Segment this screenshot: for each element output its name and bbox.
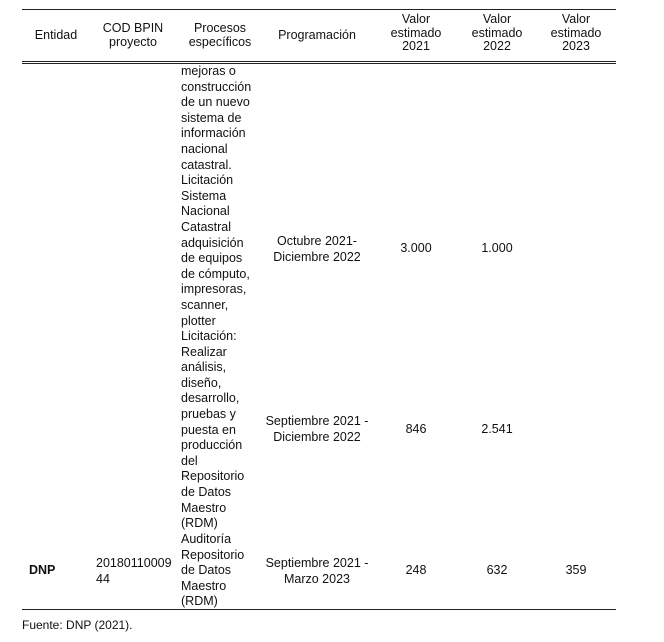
proceso-line: Auditoría <box>181 532 232 546</box>
proceso-line: producción <box>181 438 243 453</box>
proceso-line: análisis, <box>181 360 227 375</box>
proceso-line: de cómputo, <box>181 266 250 281</box>
proceso-line: Repositorio <box>181 469 245 484</box>
header-valor-2023: Valor estimado 2023 <box>550 12 602 53</box>
table-row-2-valor-2021: 846 <box>405 422 427 436</box>
proceso-line: diseño, <box>181 375 222 390</box>
proceso-line: Licitación <box>181 173 234 188</box>
proceso-line: nacional <box>181 141 228 156</box>
proceso-line: construcción <box>181 79 252 94</box>
table-row-3-valor-2021: 248 <box>405 563 427 577</box>
header-bpin: COD BPIN proyecto <box>102 21 164 49</box>
proceso-line: Licitación: <box>181 329 237 343</box>
entity-cell: DNP <box>29 563 56 577</box>
proceso-line: scanner, <box>181 297 229 312</box>
header-programacion: Programación <box>278 28 356 42</box>
header-procesos: Procesos específicos <box>188 21 252 49</box>
proceso-line: Catastral <box>181 219 232 234</box>
proceso-line: de Datos <box>181 484 232 499</box>
proceso-line: catastral. <box>181 157 232 172</box>
proceso-line: impresoras, <box>181 282 247 297</box>
table-row-1-procesos <box>181 64 261 329</box>
proceso-line: adquisición <box>181 235 244 250</box>
proceso-line: de equipos <box>181 251 243 266</box>
header-bottom-rule <box>22 61 616 62</box>
proceso-line: Sistema <box>181 188 227 203</box>
table-row-3-valor-2023: 359 <box>565 563 587 577</box>
proceso-line: pruebas y <box>181 406 236 421</box>
table-row-1-programacion: Octubre 2021- Diciembre 2022 <box>273 234 361 264</box>
table-row-3-procesos <box>181 532 261 610</box>
proceso-line: sistema de <box>181 110 242 125</box>
bpin-cell: 2018011000944 <box>96 556 172 586</box>
table-top-rule <box>22 9 616 10</box>
source-note: Fuente: DNP (2021). <box>22 618 133 632</box>
proceso-line: del <box>181 453 198 468</box>
header-bottom-rule-2 <box>22 63 616 64</box>
proceso-line: de un nuevo <box>181 95 250 110</box>
table-row-2-programacion: Septiembre 2021 - Diciembre 2022 <box>265 414 369 444</box>
proceso-line: Maestro <box>181 500 227 515</box>
table-row-1-valor-2022: 1.000 <box>481 241 513 255</box>
table-row-2-procesos <box>181 329 261 532</box>
header-valor-2021: Valor estimado 2021 <box>390 12 442 53</box>
proceso-line: desarrollo, <box>181 391 240 406</box>
proceso-line: plotter <box>181 313 216 328</box>
proceso-line: información <box>181 126 246 141</box>
proceso-line: Repositorio <box>181 547 245 562</box>
proceso-line: (RDM) <box>181 594 218 609</box>
proceso-line: Nacional <box>181 204 230 219</box>
proceso-line: mejoras o <box>181 64 236 78</box>
proceso-line: Realizar <box>181 344 227 359</box>
proceso-line: puesta en <box>181 422 236 437</box>
table-row-2-valor-2022: 2.541 <box>481 422 513 436</box>
table-row-3-valor-2022: 632 <box>486 563 508 577</box>
proceso-line: Maestro <box>181 578 227 593</box>
header-entidad: Entidad <box>34 28 78 42</box>
proceso-line: de Datos <box>181 563 232 578</box>
table-row-3-programacion: Septiembre 2021 - Marzo 2023 <box>265 556 369 586</box>
header-valor-2022: Valor estimado 2022 <box>471 12 523 53</box>
proceso-line: (RDM) <box>181 516 218 531</box>
table-row-1-valor-2021: 3.000 <box>400 241 432 255</box>
table-bottom-rule <box>22 609 616 610</box>
